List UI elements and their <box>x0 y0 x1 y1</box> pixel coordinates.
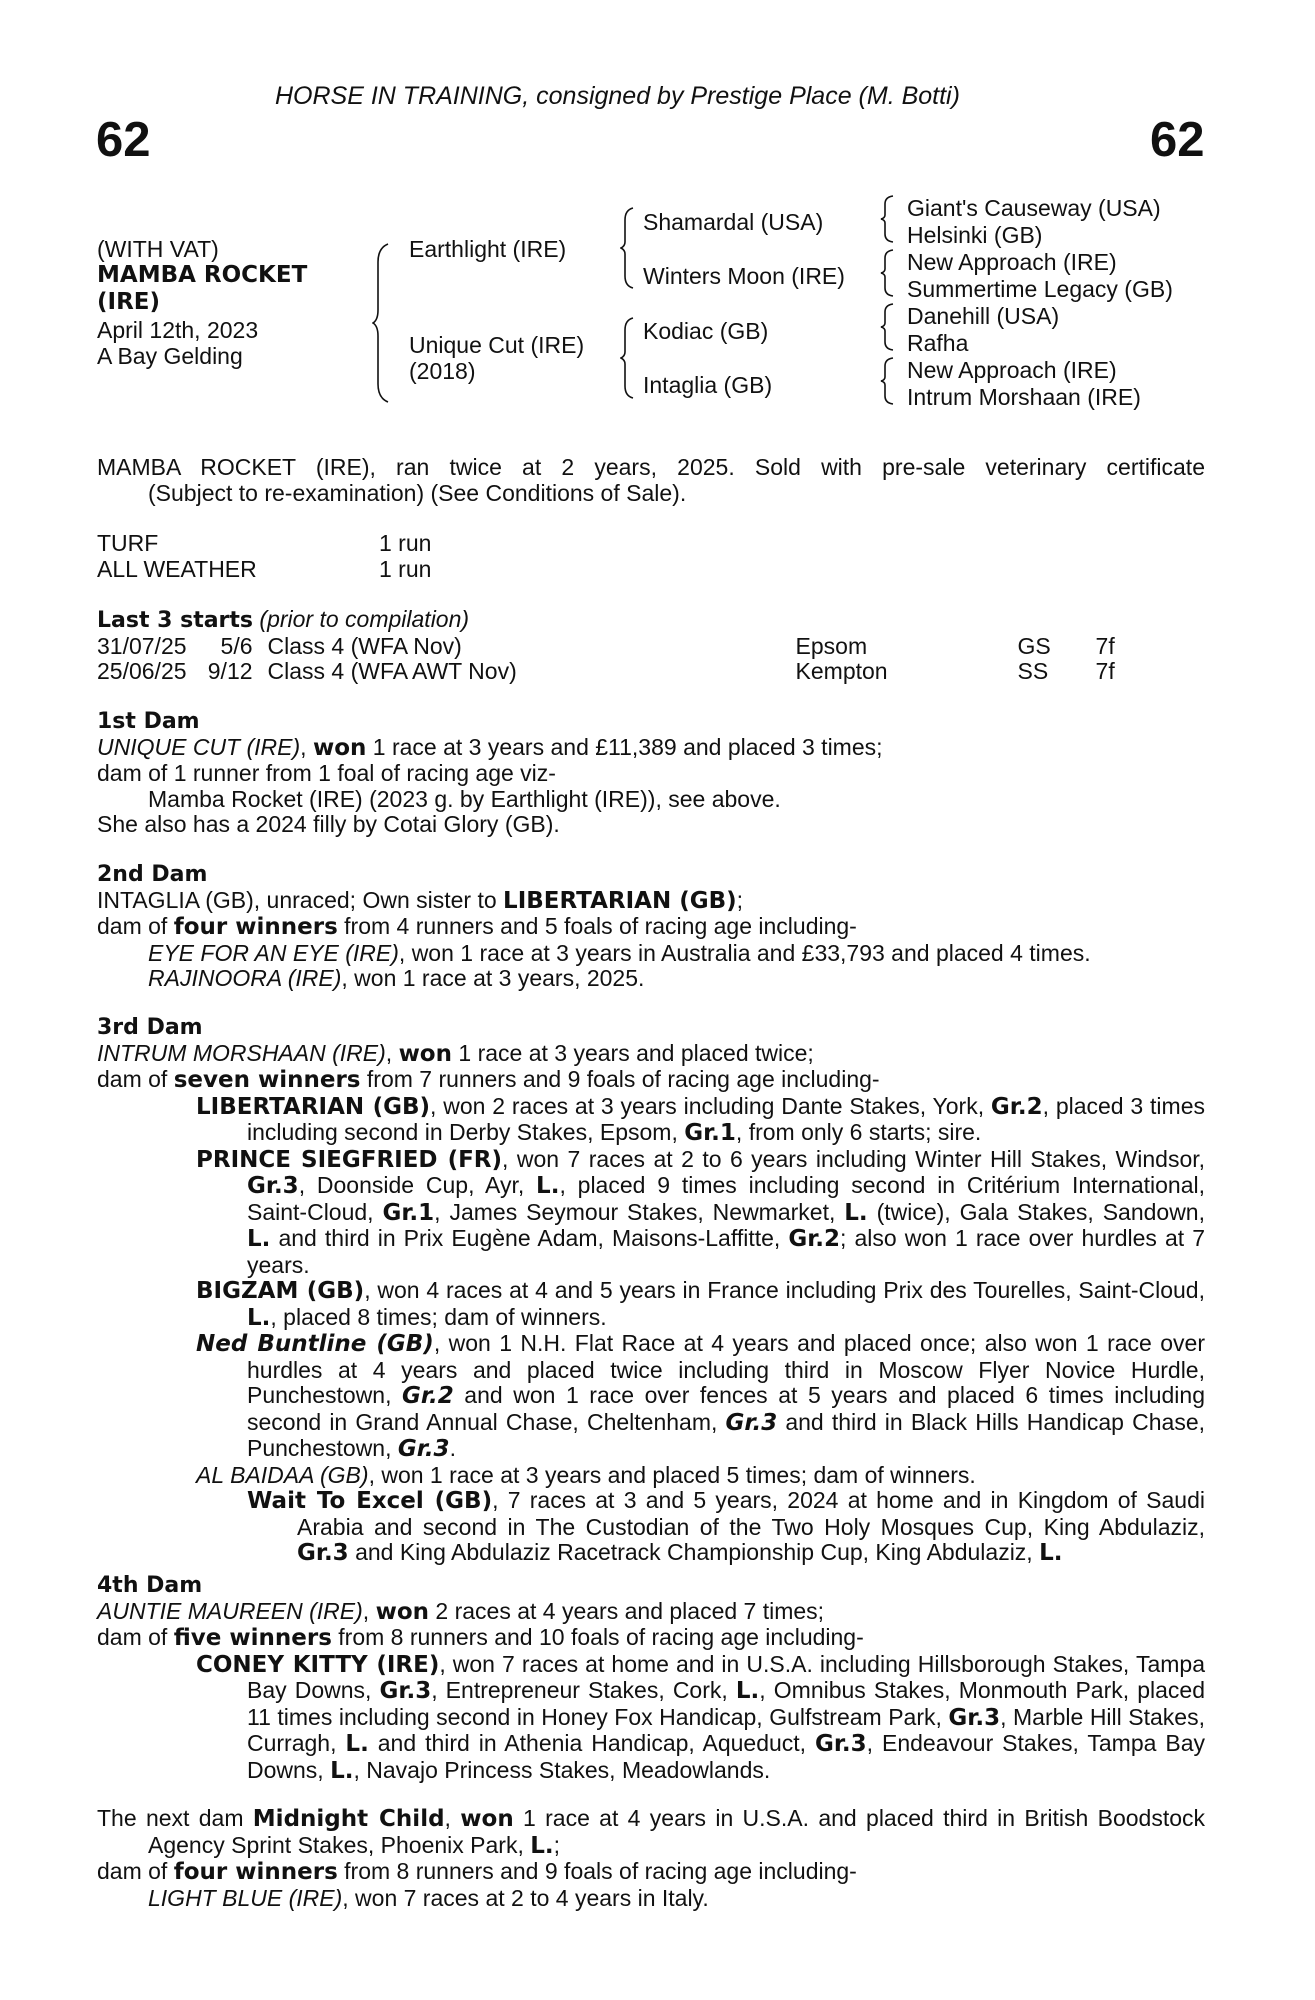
surface-label: TURF <box>97 530 159 556</box>
runner-record: , won 7 races at home and in U.S.A. including Hillsborough Stakes, Tampa Bay Downs, <box>247 1650 1205 1703</box>
produce-text: from 4 runners and 5 foals of racing age including- <box>337 913 857 939</box>
pedigree-dam-sire: Kodiac (GB) <box>643 318 769 344</box>
start-going: SS <box>1017 658 1049 684</box>
produce-text: dam of <box>97 913 174 939</box>
grade-label: Gr.1 <box>684 1120 736 1146</box>
second-dam-section <box>97 862 1205 992</box>
runner-record: , won 7 races at 2 to 4 years in Italy. <box>342 1884 709 1911</box>
runner-entry <box>97 1463 1205 1489</box>
runner-name: BIGZAM (GB) <box>196 1278 365 1304</box>
listed-label: L. <box>247 1304 271 1331</box>
runner-record: , from only 6 starts; sire. <box>735 1119 982 1145</box>
horse-name-line2: (IRE) <box>97 289 161 315</box>
runner-entry <box>97 1488 1205 1567</box>
runner-record: , won 1 race at 3 years in Australia and £33,793 and placed 4 times. <box>398 939 1091 966</box>
pedigree-dam-line2: (2018) <box>409 358 476 384</box>
grade-label: Gr.3 <box>948 1704 1001 1731</box>
lot-number-right: 62 <box>1150 113 1205 167</box>
start-position: 5/6 <box>220 632 253 659</box>
runner-record: ; also won 1 race over hurdles at 7 years. <box>247 1225 1205 1278</box>
runner-entry <box>97 1278 1205 1331</box>
dam-produce: dam of 1 runner from 1 foal of racing age viz- <box>97 760 556 786</box>
listed-label: L. <box>1039 1540 1063 1566</box>
start-distance: 7f <box>1095 658 1115 684</box>
pedigree-brace-g78 <box>880 356 896 406</box>
pedigree-sire-dam: Winters Moon (IRE) <box>643 263 845 289</box>
summary-line2: (Subject to re-examination) (See Conditions of Sale). <box>148 479 687 506</box>
start-course: Epsom <box>795 632 868 659</box>
runner-name: RAJINOORA (IRE) <box>148 965 342 991</box>
horse-foaled: April 12th, 2023 <box>97 317 259 343</box>
grade-label: Gr.1 <box>382 1199 435 1226</box>
runner-name: PRINCE SIEGFRIED (FR) <box>196 1146 503 1173</box>
dam-record: 1 race at 4 years in U.S.A. and placed third in British Boodstock Agency Sprint Stakes, Phoenix Park, <box>148 1805 1205 1858</box>
runner-record: and won 1 race over fences at 5 years and placed 6 times including second in Grand Annual Chase, Cheltenham, <box>247 1382 1206 1435</box>
grade-label: Gr.3 <box>297 1540 349 1566</box>
start-date: 25/06/25 <box>97 658 187 684</box>
punctuation: , <box>444 1805 461 1831</box>
dam-name: AUNTIE MAUREEN (IRE) <box>97 1597 363 1624</box>
fourth-dam-heading: 4th Dam <box>97 1573 203 1598</box>
grade-label: Gr.3 <box>814 1731 867 1757</box>
runner-entry <box>97 1147 1205 1279</box>
dam-note: She also has a 2024 filly by Cotai Glory (GB). <box>97 811 560 837</box>
dam-name: Midnight Child <box>252 1806 445 1832</box>
pedigree-sire-sire: Shamardal (USA) <box>643 209 824 235</box>
runner-record: and third in Prix Eugène Adam, Maisons-Laffitte, <box>270 1225 789 1251</box>
winners-count: four winners <box>173 1859 338 1885</box>
pedigree-brace-g34 <box>880 248 896 298</box>
runner-record: , Endeavour Stakes, Tampa Bay Downs, <box>247 1730 1205 1783</box>
surface-row-turf <box>97 531 1205 557</box>
listed-label: L. <box>345 1731 369 1757</box>
pedigree-g4: Summertime Legacy (GB) <box>907 276 1173 302</box>
summary-line1: MAMBA ROCKET (IRE), ran twice at 2 years, 2025. Sold with pre-sale veterinary certificate <box>97 454 1205 480</box>
next-dam-section <box>97 1806 1205 1911</box>
grade-label: Gr.2 <box>788 1226 841 1252</box>
grade-label: Gr.3 <box>725 1409 778 1436</box>
last-starts-heading: Last 3 starts <box>97 608 254 633</box>
runner-entry <box>97 1094 1205 1147</box>
runner-entry <box>97 1652 1205 1785</box>
listed-label: L. <box>247 1226 271 1252</box>
start-race: Class 4 (WFA AWT Nov) <box>267 658 517 684</box>
start-position: 9/12 <box>207 658 253 684</box>
last-starts <box>97 607 1205 685</box>
runner-name: EYE FOR AN EYE (IRE) <box>148 939 399 966</box>
runner-name: AL BAIDAA (GB) <box>196 1461 369 1488</box>
next-dam-entry <box>97 1806 1205 1859</box>
dam-name: UNIQUE CUT (IRE) <box>97 733 301 760</box>
catalogue-header: HORSE IN TRAINING, consigned by Prestige Place (M. Botti) <box>275 82 960 110</box>
produce-text: dam of <box>97 1624 174 1650</box>
horse-description: A Bay Gelding <box>97 343 243 369</box>
start-distance: 7f <box>1095 632 1115 659</box>
produce-text: dam of <box>97 1066 174 1092</box>
punctuation: ; <box>736 886 744 913</box>
won-label: won <box>375 1598 430 1625</box>
runner-name: CONEY KITTY (IRE) <box>196 1651 440 1678</box>
sister-name: LIBERTARIAN (GB) <box>503 887 737 914</box>
runner-name: LIGHT BLUE (IRE) <box>148 1884 343 1911</box>
runner-record: , Marble Hill Stakes, Curragh, <box>247 1703 1205 1756</box>
pedigree-g8: Intrum Morshaan (IRE) <box>907 384 1141 410</box>
dam-record: 2 races at 4 years and placed 7 times; <box>429 1597 825 1624</box>
produce-text: from 8 runners and 9 foals of racing age including- <box>337 1858 857 1884</box>
pedigree-brace-g12 <box>880 194 896 244</box>
punctuation: ; <box>553 1831 561 1858</box>
runner-record: , Entrepreneur Stakes, Cork, <box>431 1677 736 1703</box>
grade-label: Gr.2 <box>402 1383 454 1409</box>
grade-label: Gr.3 <box>379 1678 432 1704</box>
won-label: won <box>312 734 367 761</box>
start-date: 31/07/25 <box>97 632 187 659</box>
next-dam-intro: The next dam <box>97 1805 253 1831</box>
produce-text: dam of <box>97 1858 174 1884</box>
runner-record: and third in Black Hills Handicap Chase, Punchestown, <box>247 1408 1205 1461</box>
start-going: GS <box>1017 632 1051 659</box>
runner-record: , Omnibus Stakes, Monmouth Park, placed 11 times including second in Honey Fox Handicap, Gulfstream Park, <box>247 1677 1205 1730</box>
won-label: won <box>398 1040 452 1067</box>
listed-label: L. <box>330 1757 354 1784</box>
third-dam-heading: 3rd Dam <box>97 1015 203 1040</box>
listed-label: L. <box>530 1832 554 1859</box>
second-dam-heading: 2nd Dam <box>97 862 208 887</box>
pedigree-dam-dam: Intaglia (GB) <box>643 372 773 398</box>
winners-count: five winners <box>173 1625 332 1651</box>
pedigree-g6: Rafha <box>907 330 969 356</box>
fourth-dam-section: 4th Dam AUNTIE MAUREEN (IRE), won 2 races at 4 years and placed 7 times; dam of five winners from 8 runners and 10 foals of racing age including- CONEY KITTY (IRE), won 7 races at home and in U.S.A. including Hillsborough Stakes, Tampa Bay Downs, Gr.3, Entrepreneur Stakes, Cork, L., Omnibus Stakes, Monmouth Park, placed 11 times including second in Honey Fox Handicap, Gulfstream Park, Gr.3, Marble Hill Stakes, Curragh, L. and third in Athenia Handicap, Aqueduct, Gr.3, Endeavour Stakes, Tampa Bay Downs, L., Navajo Princess Stakes, Meadowlands. <box>97 1573 1205 1784</box>
table-row <box>97 659 1115 685</box>
runner-record: and third in Athenia Handicap, Aqueduct, <box>368 1730 815 1756</box>
runner-record: , James Seymour Stakes, Newmarket, <box>434 1198 845 1225</box>
start-course: Kempton <box>795 658 888 684</box>
surface-label: ALL WEATHER <box>97 555 257 582</box>
listed-label: L. <box>844 1199 868 1226</box>
listed-label: L. <box>536 1173 560 1199</box>
pedigree-g1: Giant's Causeway (USA) <box>907 195 1161 221</box>
grade-label: Gr.3 <box>397 1436 450 1462</box>
pedigree-g5: Danehill (USA) <box>907 303 1060 329</box>
pedigree-sire: Earthlight (IRE) <box>409 236 567 262</box>
winners-count: seven winners <box>173 1067 361 1093</box>
third-dam-section: 3rd Dam INTRUM MORSHAAN (IRE), won 1 race at 3 years and placed twice; dam of seven winners from 7 runners and 9 foals of racing age including- LIBERTARIAN (GB), won 2 races at 3 years including Dante Stakes, York, Gr.2, placed 3 times including second in Derby Stakes, Epsom, Gr.1, from only 6 starts; sire. PRINCE SIEGFRIED (FR), won 7 races at 2 to 6 years including Winter Hill Stakes, Windsor, Gr.3, Doonside Cup, Ayr, L., placed 9 times including second in Critérium International, Saint-Cloud, Gr.1, James Seymour Stakes, Newmarket, L. (twice), Gala Stakes, Sandown, L. and third in Prix Eugène Adam, Maisons-Laffitte, Gr.2; also won 1 race over hurdles at 7 years. BIGZAM (GB), won 4 races at 4 and 5 years in France including Prix des Tourelles, Saint-Cloud, L., placed 8 times; dam of winners. Ned Buntline (GB), won 1 N.H. Flat Race at 4 years and placed once; also won 1 race over hurdles at 4 years and placed twice including third in Moscow Flyer Novice Hurdle, Punchestown, Gr.2 and won 1 race over fences at 5 years and placed 6 times including second in Grand Annual Chase, Cheltenham, Gr.3 and third in Black Hills Handicap Chase, Punchestown, Gr.3. AL BAIDAA (GB), won 1 race at 3 years and placed 5 times; dam of winners. Wait To Excel (GB), 7 races at 3 and 5 years, 2024 at home and in Kingdom of Saudi Arabia and second in The Custodian of the Two Holy Mosques Cup, King Abdulaziz, Gr.3 and King Abdulaziz Racetrack Championship Cup, King Abdulaziz, L. <box>97 1015 1206 1566</box>
produce-text: from 7 runners and 9 foals of racing age including- <box>360 1066 880 1092</box>
pedigree-brace-g56 <box>880 302 896 352</box>
runner-record: , Doonside Cup, Ayr, <box>298 1172 537 1198</box>
last-starts-subheading: (prior to compilation) <box>259 606 470 632</box>
runner-record: , Navajo Princess Stakes, Meadowlands. <box>353 1756 771 1783</box>
pedigree-brace-main <box>372 242 392 404</box>
pedigree-brace-dam <box>620 316 636 400</box>
grade-label: Gr.2 <box>990 1093 1043 1120</box>
produce-text: from 8 runners and 10 foals of racing age including- <box>331 1624 864 1650</box>
pedigree-g2: Helsinki (GB) <box>907 222 1043 248</box>
runner-record: , placed 8 times; dam of winners. <box>270 1303 607 1330</box>
dam-intro: INTAGLIA (GB), unraced; Own sister to <box>97 886 504 913</box>
dam-record: 1 race at 3 years and placed twice; <box>452 1039 814 1066</box>
pedigree-g3: New Approach (IRE) <box>907 249 1117 275</box>
runner-record: , 7 races at 3 and 5 years, 2024 at home and in Kingdom of Saudi Arabia and second in The Custodian of the Two Holy Mosques Cup, King Abdulaziz, <box>297 1487 1205 1540</box>
runner-record: , won 1 race at 3 years and placed 5 times; dam of winners. <box>368 1461 976 1488</box>
dam-foal: Mamba Rocket (IRE) (2023 g. by Earthlight (IRE)), see above. <box>148 785 781 812</box>
first-dam-section: 1st Dam UNIQUE CUT (IRE), won 1 race at 3 years and £11,389 and placed 3 times; dam of 1 runner from 1 foal of racing age viz- Mamba Rocket (IRE) (2023 g. by Earthlight (IRE)), see above. She also has a 2024 filly by Cotai Glory (GB). <box>97 709 1205 838</box>
vat-note: (WITH VAT) <box>97 236 219 262</box>
runner-record: , won 1 race at 3 years, 2025. <box>341 965 645 991</box>
won-label: won <box>460 1806 514 1832</box>
runner-record: , won 4 races at 4 and 5 years in France including Prix des Tourelles, Saint-Cloud, <box>364 1277 1205 1303</box>
dam-name: INTRUM MORSHAAN (IRE) <box>97 1039 386 1066</box>
surface-row-aw <box>97 557 1205 583</box>
race-summary <box>97 455 1205 506</box>
surface-value: 1 run <box>379 555 432 582</box>
horse-name-line1: MAMBA ROCKET <box>97 262 308 288</box>
pedigree-g7: New Approach (IRE) <box>907 357 1117 383</box>
grade-label: Gr.3 <box>247 1173 299 1199</box>
runner-record: , placed 3 times including second in Derby Stakes, Epsom, <box>247 1092 1205 1145</box>
table-row <box>97 634 1115 660</box>
listed-label: L. <box>735 1678 760 1704</box>
winners-count: four winners <box>173 914 338 940</box>
pedigree-dam-line1: Unique Cut (IRE) <box>409 332 585 358</box>
runner-entry <box>97 1331 1205 1463</box>
runner-record: (twice), Gala Stakes, Sandown, <box>867 1198 1205 1225</box>
runner-record: . <box>449 1435 456 1461</box>
runner-record: , placed 9 times including second in Critérium International, Saint-Cloud, <box>247 1172 1205 1225</box>
runner-name: Wait To Excel (GB) <box>247 1488 493 1514</box>
runner-record: , won 1 N.H. Flat Race at 4 years and placed once; also won 1 race over hurdles at 4 years and placed twice including third in Moscow Flyer Novice Hurdle, Punchestown, <box>247 1330 1205 1408</box>
pedigree-brace-sire <box>620 206 636 290</box>
surface-record <box>97 531 1205 582</box>
dam-record: 1 race at 3 years and £11,389 and placed 3 times; <box>366 733 883 760</box>
last-starts-table <box>97 634 1115 685</box>
runner-name: Ned Buntline (GB) <box>196 1331 434 1357</box>
runner-record: , won 7 races at 2 to 6 years including Winter Hill Stakes, Windsor, <box>502 1145 1206 1172</box>
first-dam-heading: 1st Dam <box>97 709 200 734</box>
runner-record: , won 2 races at 3 years including Dante Stakes, York, <box>430 1092 991 1119</box>
lot-number-left: 62 <box>96 113 151 167</box>
runner-name: LIBERTARIAN (GB) <box>196 1093 431 1120</box>
surface-value: 1 run <box>379 530 432 556</box>
start-race: Class 4 (WFA Nov) <box>267 632 462 659</box>
runner-record: and King Abdulaziz Racetrack Championship Cup, King Abdulaziz, <box>348 1539 1040 1565</box>
